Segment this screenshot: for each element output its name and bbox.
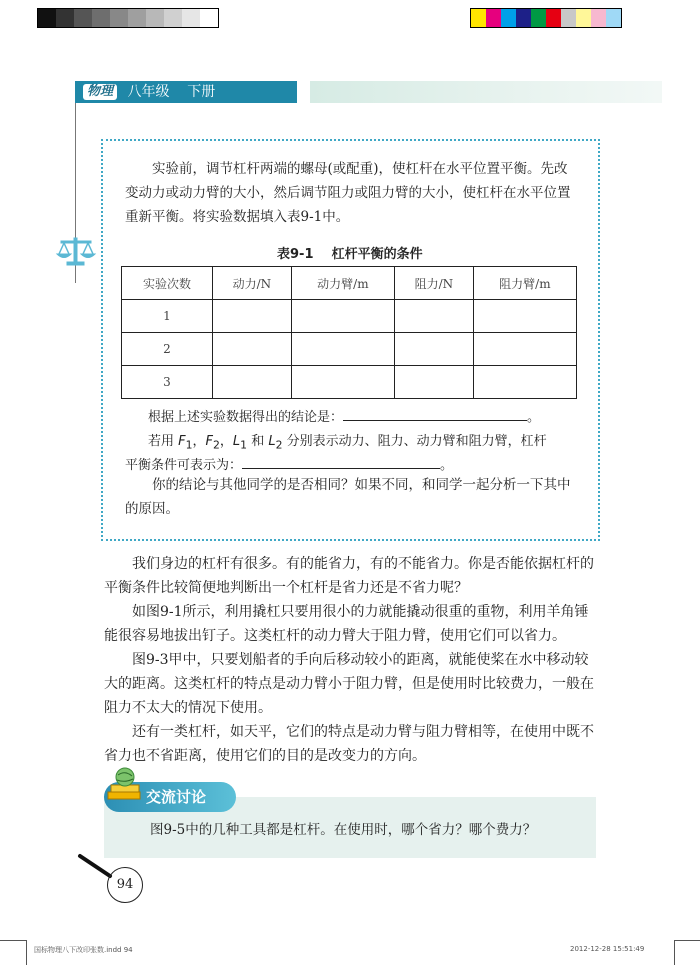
color-swatch (471, 9, 486, 27)
color-swatch (576, 9, 591, 27)
gray-swatch (200, 9, 218, 27)
body-text (104, 552, 598, 768)
body-paragraph: 还有一类杠杆，如天平，它们的特点是动力臂与阻力臂相等，在使用中既不省力也不省距离，使用它们的目的是改变力的方向。 (104, 724, 594, 764)
condition-line (125, 454, 453, 473)
gray-swatch (164, 9, 182, 27)
end-mark: 。 (527, 410, 541, 425)
color-calibration-bar (470, 8, 622, 28)
color-swatch (546, 9, 561, 27)
trial-number: 2 (122, 333, 213, 366)
table-cell (473, 333, 576, 366)
color-swatch (516, 9, 531, 27)
table-row (122, 366, 577, 399)
page-number: 94 (107, 867, 143, 903)
table-cell (473, 366, 576, 399)
symbol-F2: F (205, 434, 214, 449)
condition-label: 平衡条件可表示为： (125, 458, 243, 473)
volume-label: 下册 (187, 84, 216, 100)
table-cell (291, 300, 394, 333)
data-table (121, 266, 577, 399)
book-header (75, 81, 297, 103)
conclusion-line (148, 406, 540, 425)
table-cell (213, 333, 292, 366)
end-mark: 。 (440, 458, 454, 473)
discussion-title: 交流讨论 (146, 788, 207, 806)
subscript: 1 (240, 438, 248, 452)
crop-mark (26, 940, 27, 965)
subject-logo: 物理 (83, 84, 117, 100)
color-swatch (501, 9, 516, 27)
color-swatch (591, 9, 606, 27)
conjunction: 和 (247, 434, 269, 449)
symbols-suffix: 分别表示动力、阻力、动力臂和阻力臂，杠杆 (282, 434, 547, 449)
table-caption: 表9-1 杠杆平衡的条件 (277, 247, 423, 262)
symbol-F1: F (178, 434, 186, 449)
condition-blank (242, 454, 440, 469)
trial-number: 1 (122, 300, 213, 333)
separator: ， (219, 434, 233, 449)
table-cell (213, 366, 292, 399)
footer-file: 国标物理八下改印张数.indd 94 (34, 946, 133, 954)
color-swatch (561, 9, 576, 27)
discussion-text: 图9-5中的几种工具都是杠杆。在使用时，哪个省力？哪个费力？ (150, 822, 537, 838)
color-swatch (531, 9, 546, 27)
crop-mark (0, 940, 26, 941)
table-cell (291, 333, 394, 366)
symbols-line (148, 430, 547, 452)
gray-swatch (74, 9, 92, 27)
gray-swatch (146, 9, 164, 27)
balance-scale-icon (55, 236, 97, 268)
table-row (122, 333, 577, 366)
books-globe-icon (104, 766, 146, 806)
subscript: 2 (275, 438, 283, 452)
body-paragraph: 我们身边的杠杆有很多。有的能省力，有的不能省力。你是否能依据杠杆的平衡条件比较简便地判断出一个杠杆是省力还是不省力呢？ (104, 556, 594, 596)
color-swatch (606, 9, 621, 27)
gray-swatch (92, 9, 110, 27)
symbols-prefix: 若用 (148, 434, 179, 449)
discussion-note: 你的结论与其他同学的是否相同？如果不同，和同学一起分析一下其中的原因。 (125, 477, 571, 517)
body-paragraph: 如图9-1所示，利用撬杠只要用很小的力就能撬动很重的重物，利用羊角锤能很容易地拔出钉子。这类杠杆的动力臂大于阻力臂，使用它们可以省力。 (104, 604, 589, 644)
experiment-paragraph: 实验前，调节杠杆两端的螺母(或配重)，使杠杆在水平位置平衡。先改变动力或动力臂的大小，然后调节阻力或阻力臂的大小，使杠杆在水平位置重新平衡。将实验数据填入表9-1中。 (125, 161, 571, 225)
grayscale-calibration-bar (37, 8, 219, 28)
footer-timestamp: 2012-12-28 15:51:49 (570, 945, 645, 953)
gray-swatch (182, 9, 200, 27)
gray-swatch (38, 9, 56, 27)
table-cell (394, 366, 473, 399)
grade-label: 八年级 (127, 84, 170, 100)
gray-swatch (110, 9, 128, 27)
table-header-row (122, 267, 577, 300)
header-gradient-bar (310, 81, 662, 103)
subscript: 2 (213, 438, 220, 452)
table-header-cell: 动力/N (213, 267, 292, 300)
table-header-cell: 阻力臂/m (473, 267, 576, 300)
subscript: 1 (185, 438, 193, 452)
table-cell (213, 300, 292, 333)
table-header-cell: 实验次数 (122, 267, 213, 300)
symbol-L2: L (268, 434, 276, 449)
conclusion-label: 根据上述实验数据得出的结论是： (148, 410, 344, 425)
table-header-cell: 动力臂/m (291, 267, 394, 300)
table-cell (473, 300, 576, 333)
table-cell (394, 333, 473, 366)
conclusion-blank (343, 406, 527, 421)
table-cell (291, 366, 394, 399)
table-cell (394, 300, 473, 333)
separator: ， (192, 434, 206, 449)
table-row (122, 300, 577, 333)
color-swatch (486, 9, 501, 27)
gray-swatch (56, 9, 74, 27)
gray-swatch (128, 9, 146, 27)
table-header-cell: 阻力/N (394, 267, 473, 300)
symbol-L1: L (232, 434, 241, 449)
body-paragraph: 图9-3甲中，只要划船者的手向后移动较小的距离，就能使桨在水中移动较大的距离。这类杠杆的特点是动力臂小于阻力臂，但是使用时比较费力，一般在阻力不太大的情况下使用。 (104, 652, 594, 716)
trial-number: 3 (122, 366, 213, 399)
crop-mark (674, 940, 675, 965)
crop-mark (674, 940, 700, 941)
